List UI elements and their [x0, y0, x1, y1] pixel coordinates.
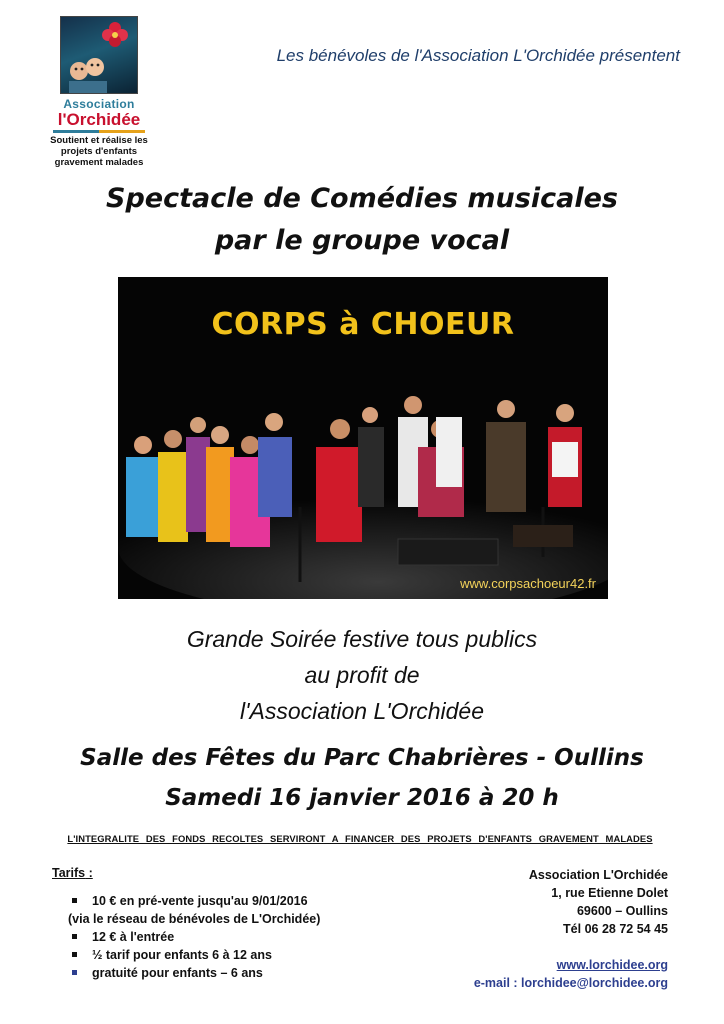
logo-name-line2: l'Orchidée	[57, 110, 141, 129]
event-date: Samedi 16 janvier 2016 à 20 h	[165, 785, 559, 811]
tarif-item: 10 € en pré-vente jusqu'au 9/01/2016	[52, 892, 372, 910]
band-name: CORPS à CHOEUR	[211, 307, 515, 342]
logo-name-line1: Association	[63, 97, 135, 111]
contact-block	[428, 866, 668, 992]
bullet-icon	[72, 934, 77, 939]
title-line2: par le groupe vocal	[214, 225, 510, 256]
orchid-flower-icon	[101, 21, 129, 49]
bullet-icon	[72, 970, 77, 975]
logo-tagline-1: Soutient et réalise les	[50, 135, 148, 146]
children-faces-icon	[65, 53, 109, 93]
email-link[interactable]: e-mail : lorchidee@lorchidee.org	[473, 976, 668, 990]
tarif-item: 12 € à l'entrée	[52, 928, 372, 946]
website-link[interactable]: www.lorchidee.org	[556, 958, 668, 972]
logo-tagline-2: projets d'enfants	[60, 146, 138, 157]
event-venue: Salle des Fêtes du Parc Chabrières - Oullins	[80, 745, 644, 771]
title-line1: Spectacle de Comédies musicales	[106, 183, 618, 214]
bullet-icon	[72, 898, 77, 903]
event-line1: Grande Soirée festive tous publics	[186, 626, 538, 652]
band-website: www.corpsachoeur42.fr	[460, 576, 596, 591]
association-logo	[44, 16, 154, 176]
contact-phone: Tél 06 28 72 54 45	[563, 922, 668, 936]
tarif-item: ½ tarif pour enfants 6 à 12 ans	[52, 946, 372, 964]
tarif-item: gratuité pour enfants – 6 ans	[52, 964, 372, 982]
logo-underline	[53, 130, 145, 133]
logo-image	[60, 16, 138, 94]
bullet-icon	[72, 952, 77, 957]
tarif-presale-note: (via le réseau de bénévoles de L'Orchidée)	[68, 912, 321, 926]
contact-street: 1, rue Etienne Dolet	[551, 886, 668, 900]
event-line2: au profit de	[304, 662, 420, 688]
contact-name: Association L'Orchidée	[528, 868, 668, 882]
tarifs-section	[52, 866, 372, 982]
contact-city: 69600 – Oullins	[576, 904, 668, 918]
tarifs-heading: Tarifs :	[52, 866, 93, 880]
event-line3: l'Association L'Orchidée	[239, 698, 484, 724]
logo-tagline-3: gravement malades	[54, 157, 144, 168]
performance-photo	[118, 277, 608, 599]
funds-notice: L'INTEGRALITE DES FONDS RECOLTES SERVIRONT A FINANCER DES PROJETS D'ENFANTS GRAVEMENT MALADES	[67, 833, 653, 844]
presents-line: Les bénévoles de l'Association L'Orchidée présentent	[276, 46, 680, 65]
